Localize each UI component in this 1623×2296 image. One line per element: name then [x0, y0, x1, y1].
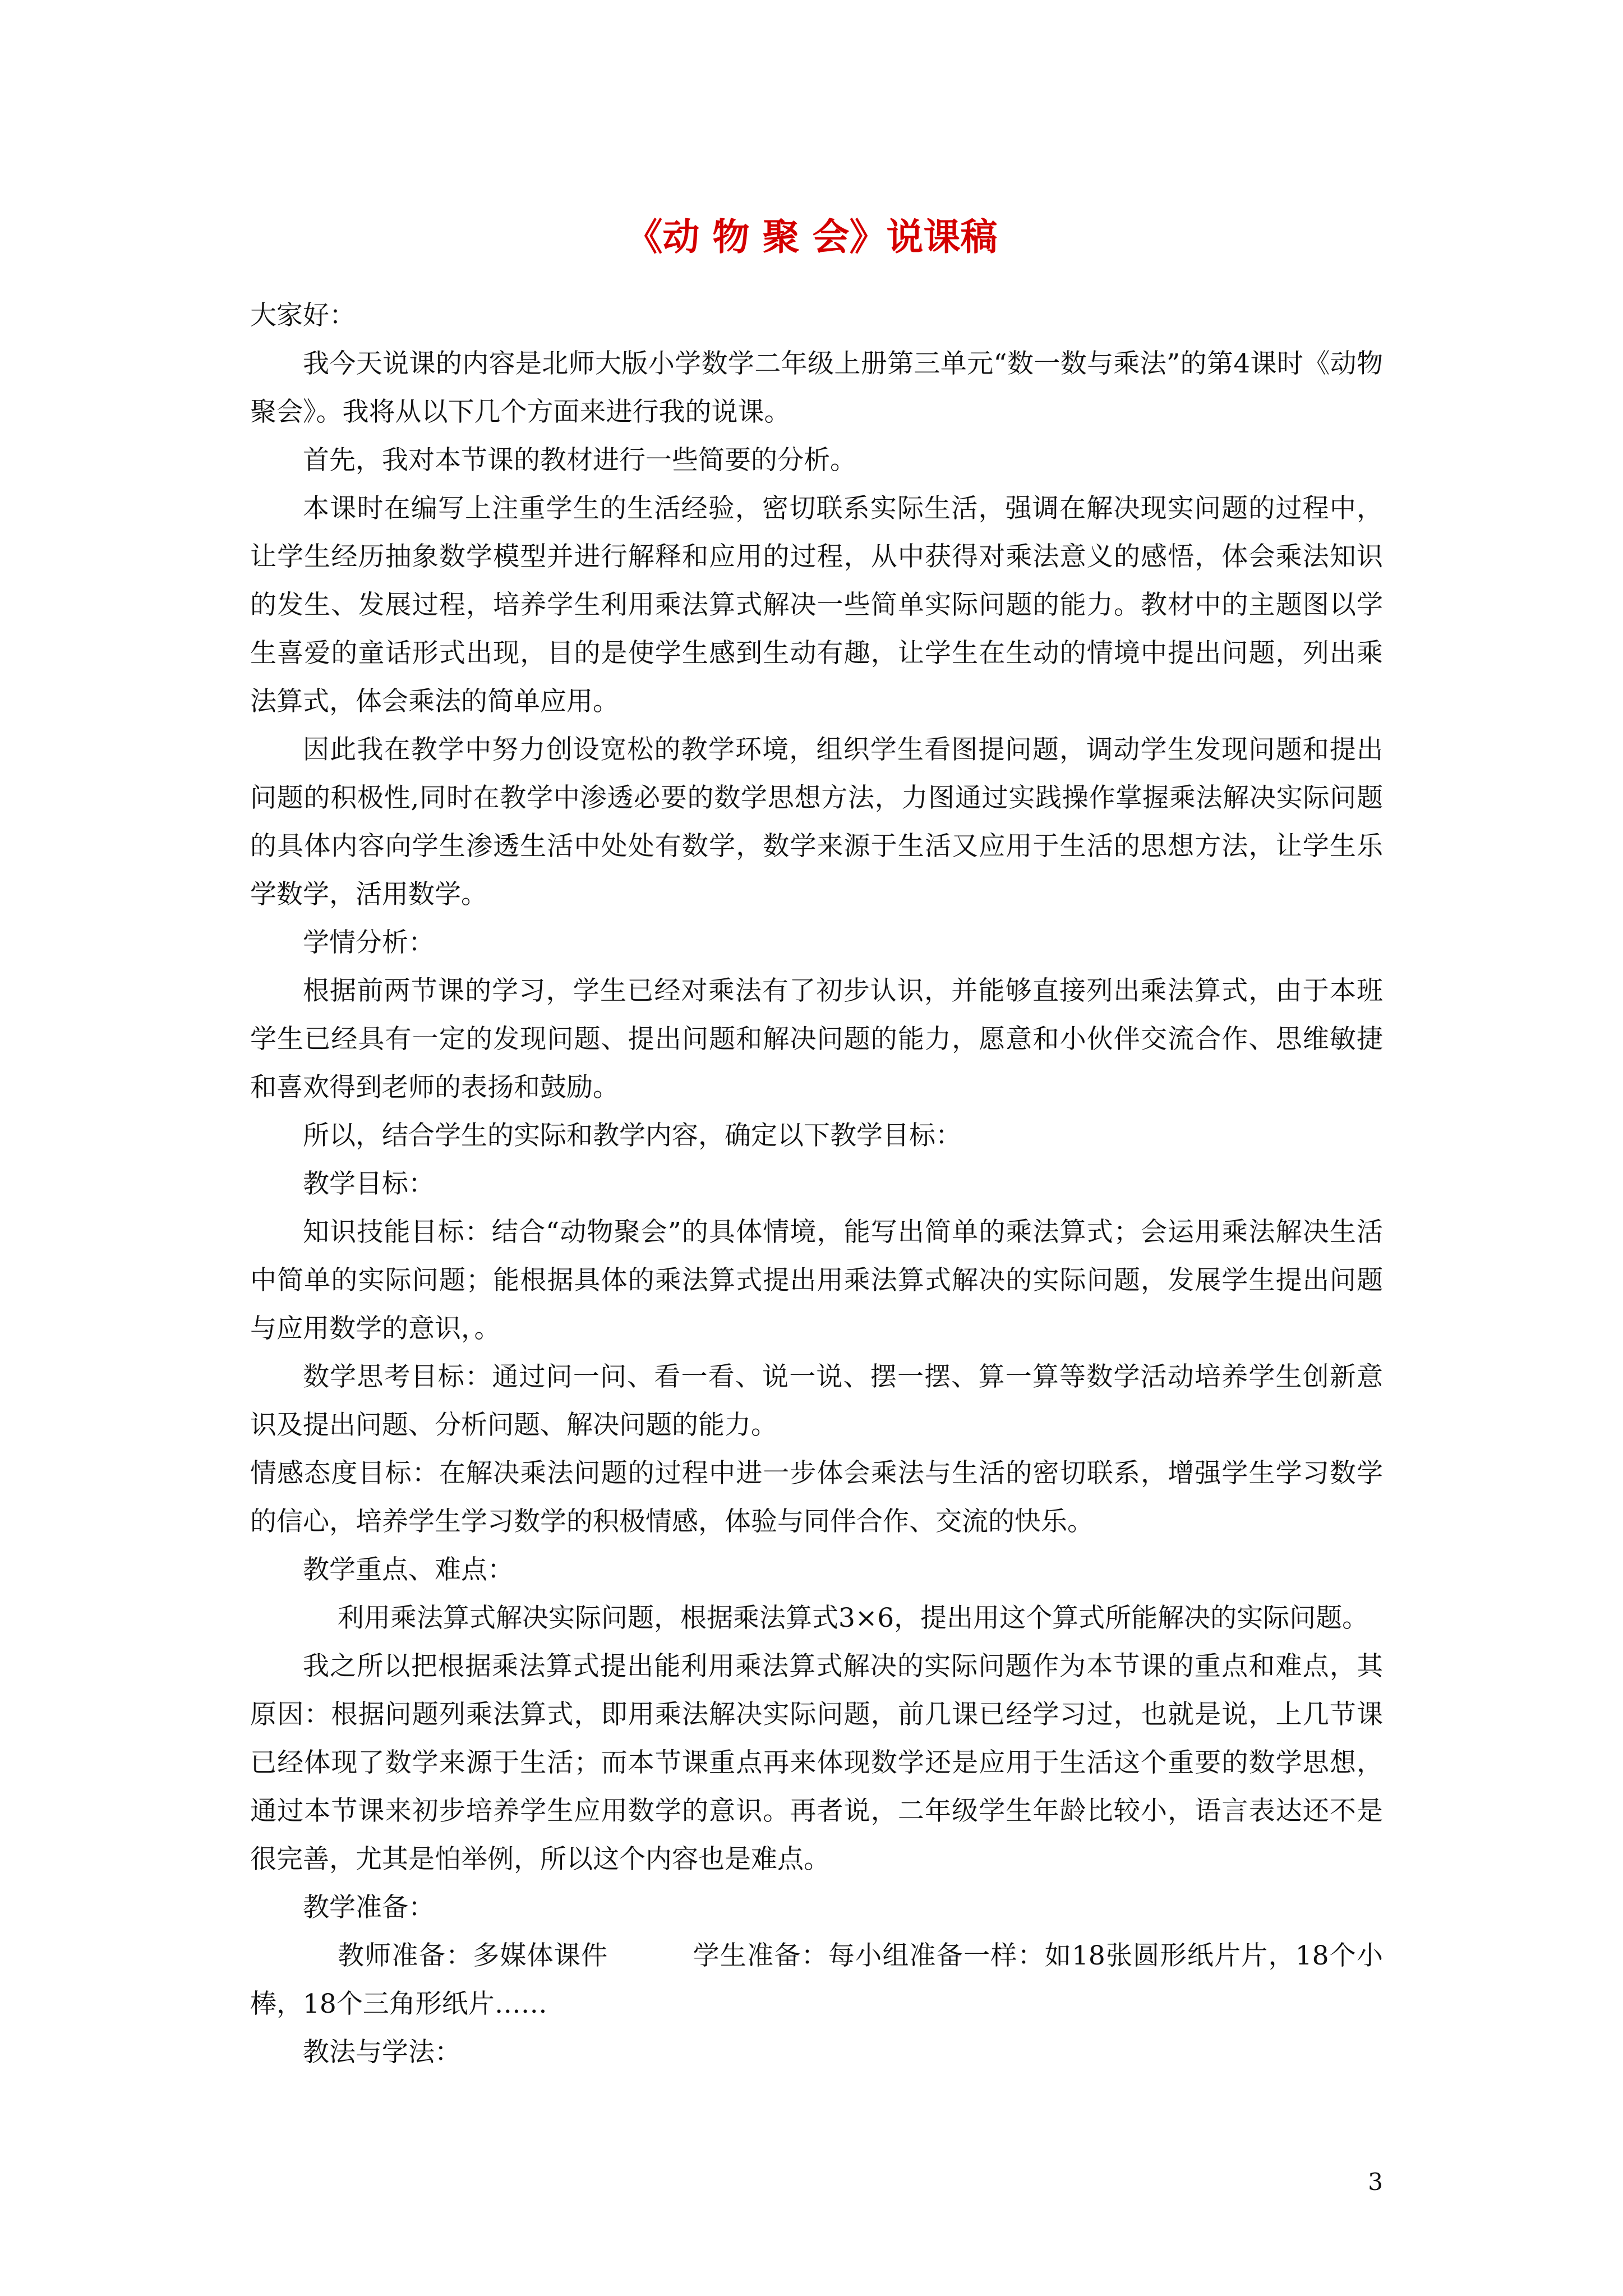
student-preparation: 学生准备：每小组准备一样：如18张圆形纸片片，18个小棒，18个三角形纸片…… [250, 1940, 1383, 2019]
teacher-preparation: 教师准备：多媒体课件 [338, 1940, 608, 1971]
heading-methods: 教法与学法： [303, 2037, 461, 2068]
document-body [250, 292, 1383, 2077]
paragraph-knowledge-objective: 知识技能目标：结合“动物聚会”的具体情境，能写出简单的乘法算式；会运用乘法解决生活中简单的实际问题；能根据具体的乘法算式提出用乘法算式解决的实际问题，发展学生提出问题与应用数学的意识，。 [250, 1217, 1383, 1344]
heading-student-analysis: 学情分析： [303, 927, 435, 958]
document-title: 《动 物 聚 会》说课稿 [625, 215, 998, 259]
paragraph-preparation [250, 1932, 1383, 2028]
heading-teaching-objectives: 教学目标： [303, 1168, 435, 1199]
paragraph-thinking-objective: 数学思考目标：通过问一问、看一看、说一说、摆一摆、算一算等数学活动培养学生创新意识及提出问题、分析问题、解决问题的能力。 [250, 1361, 1383, 1441]
paragraph-emotion-objective: 情感态度目标：在解决乘法问题的过程中进一步体会乘法与生活的密切联系，增强学生学习数学的信心，培养学生学习数学的积极情感，体验与同伴合作、交流的快乐。 [250, 1458, 1383, 1537]
paragraph-analysis-lead: 首先，我对本节课的教材进行一些简要的分析。 [303, 445, 856, 476]
paragraph-teaching-approach: 因此我在教学中努力创设宽松的教学环境，组织学生看图提问题，调动学生发现问题和提出问题的积极性,同时在教学中渗透必要的数学思想方法，力图通过实践操作掌握乘法解决实际问题的具体内容向学生渗透生活中处处有数学，数学来源于生活又应用于生活的思想方法，让学生乐学数学，活用数学。 [250, 734, 1383, 910]
paragraph-objectives-lead: 所以，结合学生的实际和教学内容，确定以下教学目标： [303, 1120, 962, 1151]
paragraph-textbook-analysis: 本课时在编写上注重学生的生活经验，密切联系实际生活，强调在解决现实问题的过程中，让学生经历抽象数学模型并进行解释和应用的过程，从中获得对乘法意义的感悟，体会乘法知识的发生、发展过程，培养学生利用乘法算式解决一些简单实际问题的能力。教材中的主题图以学生喜爱的童话形式出现，目的是使学生感到生动有趣，让学生在生动的情境中提出问题，列出乘法算式，体会乘法的简单应用。 [250, 493, 1383, 717]
heading-key-points: 教学重点、难点： [303, 1554, 514, 1585]
heading-teaching-preparation: 教学准备： [303, 1892, 435, 1923]
greeting: 大家好： [250, 300, 356, 331]
paragraph-intro: 我今天说课的内容是北师大版小学数学二年级上册第三单元“数一数与乘法”的第4课时《动物聚会》。我将从以下几个方面来进行我的说课。 [250, 348, 1383, 427]
paragraph-key-points: 利用乘法算式解决实际问题，根据乘法算式3×6，提出用这个算式所能解决的实际问题。 [338, 1603, 1369, 1634]
page-number: 3 [1368, 2168, 1383, 2196]
paragraph-student-analysis: 根据前两节课的学习，学生已经对乘法有了初步认识，并能够直接列出乘法算式，由于本班学生已经具有一定的发现问题、提出问题和解决问题的能力，愿意和小伙伴交流合作、思维敏捷和喜欢得到老师的表扬和鼓励。 [250, 976, 1383, 1103]
paragraph-key-points-reason: 我之所以把根据乘法算式提出能利用乘法算式解决的实际问题作为本节课的重点和难点，其原因：根据问题列乘法算式，即用乘法解决实际问题，前几课已经学习过，也就是说，上几节课已经体现了数学来源于生活；而本节课重点再来体现数学还是应用于生活这个重要的数学思想，通过本节课来初步培养学生应用数学的意识。再者说，二年级学生年龄比较小，语言表达还不是很完善，尤其是怕举例，所以这个内容也是难点。 [250, 1651, 1383, 1875]
